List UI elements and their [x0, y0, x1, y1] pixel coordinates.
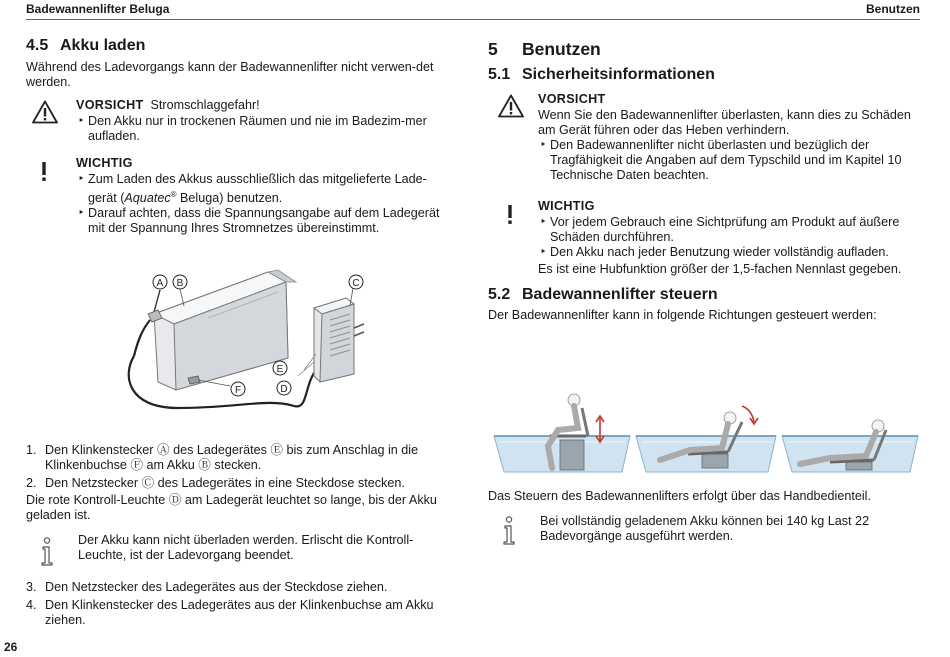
bullet-text: Beluga) benutzen.	[176, 191, 283, 206]
chapter-heading	[488, 38, 920, 60]
important-bullet-2: ‣ Den Akku nach jeder Benutzung wieder vollständig aufladen.	[538, 245, 920, 260]
step-text: Den Netzstecker Ⓒ des Ladegerätes in eine Steckdose stecken.	[45, 476, 405, 490]
important-notice	[488, 199, 920, 277]
step-3	[26, 580, 454, 595]
caution-keyword: VORSICHT	[76, 98, 144, 112]
step-number: 2.	[26, 476, 37, 490]
step-text: Den Netzstecker des Ladegerätes aus der Steckdose ziehen.	[45, 580, 388, 594]
warning-triangle-icon	[32, 100, 58, 128]
svg-text:D: D	[280, 384, 288, 395]
chapter-title: Benutzen	[522, 39, 601, 59]
figure-label-b	[173, 275, 187, 306]
section-heading-5-2	[488, 285, 920, 305]
info-icon	[40, 537, 56, 571]
section-number: 5.1	[488, 66, 511, 83]
info-text: Der Akku kann nicht überladen werden. Erlischt die Kontroll-Leuchte, ist der Ladevorgang beendet.	[78, 533, 414, 562]
section-heading-4-5	[26, 36, 454, 56]
charger-illustration	[118, 258, 380, 431]
chapter-number: 5	[488, 39, 498, 59]
step-1	[26, 443, 454, 473]
important-bullet-2: ‣ Darauf achten, dass die Spannungsangabe auf dem Ladegerät mit der Spannung Ihres Stromnetzes übereinstimmt.	[76, 206, 454, 236]
caution-bullet: ‣ Den Akku nur in trockenen Räumen und nie im Badezim-mer aufladen.	[76, 114, 454, 144]
exclamation-icon	[40, 162, 48, 186]
section-heading-5-1	[488, 65, 920, 85]
registered-mark: ®	[170, 190, 177, 199]
figure-label-e	[273, 361, 287, 375]
caution-keyword: VORSICHT	[538, 92, 606, 106]
caution-bullet: ‣ Den Badewannenlifter nicht überlasten und bezüglich der Tragfähigkeit die Angaben auf dem Typschild und im Kapitel 10 Technische Daten beachten.	[538, 138, 920, 183]
intro-paragraph: Während des Ladevorgangs kann der Badewannenlifter nicht verwen-det werden.	[26, 60, 434, 89]
important-keyword: WICHTIG	[538, 199, 595, 213]
important-bullet-1	[76, 172, 454, 206]
brand-name: Aquatec	[124, 191, 171, 206]
right-column-bottom	[488, 489, 920, 544]
info-text: Bei vollständig geladenem Akku können bei 140 kg Last 22 Badevorgänge ausgeführt werden.	[540, 514, 870, 543]
figure-label-c	[349, 275, 363, 289]
caution-text: Wenn Sie den Badewannenlifter überlasten, kann dies zu Schäden am Gerät führen oder das Heben verhindern.	[538, 108, 911, 137]
bathtub-lowered-figure	[782, 420, 918, 472]
info-note	[26, 533, 454, 563]
svg-text:B: B	[176, 278, 184, 289]
section-5-2-intro: Der Badewannenlifter kann in folgende Richtungen gesteuert werden:	[488, 308, 877, 322]
step-number: 4.	[26, 598, 37, 612]
caution-text: Stromschlaggefahr!	[150, 98, 260, 112]
handset-caption: Das Steuern des Badewannenlifters erfolgt über das Handbedienteil.	[488, 489, 871, 503]
left-column-top	[26, 36, 454, 236]
caution-notice	[488, 92, 920, 183]
info-note	[488, 514, 920, 544]
warning-triangle-icon	[498, 94, 524, 122]
svg-text:A: A	[156, 278, 164, 289]
bullet-text: Zum Laden des Akkus ausschließlich das mitgelieferte Lade-gerät (	[88, 172, 427, 206]
header-product-name: Badewannenlifter Beluga	[26, 2, 170, 16]
running-header	[26, 0, 920, 20]
important-bullet-1: ‣ Vor jedem Gebrauch eine Sichtprüfung am Produkt auf äußere Schäden durchführen.	[538, 215, 920, 245]
section-title: Badewannenlifter steuern	[522, 286, 718, 303]
section-title: Akku laden	[60, 37, 146, 54]
svg-text:E: E	[276, 364, 284, 375]
step-text: Den Klinkenstecker des Ladegerätes aus der Klinkenbuchse am Akku ziehen.	[45, 598, 434, 627]
bathtub-recline-figure	[636, 406, 776, 472]
exclamation-icon	[506, 205, 514, 229]
info-icon	[502, 516, 518, 550]
section-number: 5.2	[488, 286, 511, 303]
header-chapter-name: Benutzen	[866, 2, 920, 16]
caution-line	[76, 98, 454, 113]
figure-label-f	[231, 382, 245, 396]
step-2	[26, 476, 454, 491]
section-title: Sicherheitsinformationen	[522, 66, 715, 83]
step-4	[26, 598, 454, 628]
left-column-bottom	[26, 443, 454, 628]
led-paragraph: Die rote Kontroll-Leuchte Ⓓ am Ladegerät leuchtet so lange, bis der Akku geladen ist.	[26, 493, 437, 522]
figure-label-a	[153, 275, 167, 289]
caution-notice	[26, 98, 454, 144]
important-keyword: WICHTIG	[76, 156, 133, 170]
svg-text:F: F	[234, 385, 242, 396]
step-number: 1.	[26, 443, 37, 457]
bathtub-illustrations	[490, 388, 920, 483]
important-note: Es ist eine Hubfunktion größer der 1,5-fachen Nennlast gegeben.	[538, 262, 902, 276]
svg-text:C: C	[352, 278, 360, 289]
step-number: 3.	[26, 580, 37, 594]
step-text: Den Klinkenstecker Ⓐ des Ladegerätes Ⓔ bis zum Anschlag in die Klinkenbuchse Ⓕ am Akku Ⓑ stecken.	[45, 443, 419, 472]
page-number: 26	[4, 640, 18, 654]
bathtub-lift-up-figure	[494, 394, 630, 472]
section-number: 4.5	[26, 37, 49, 54]
important-notice	[26, 156, 454, 236]
right-column	[488, 38, 920, 323]
figure-label-d	[277, 381, 291, 395]
